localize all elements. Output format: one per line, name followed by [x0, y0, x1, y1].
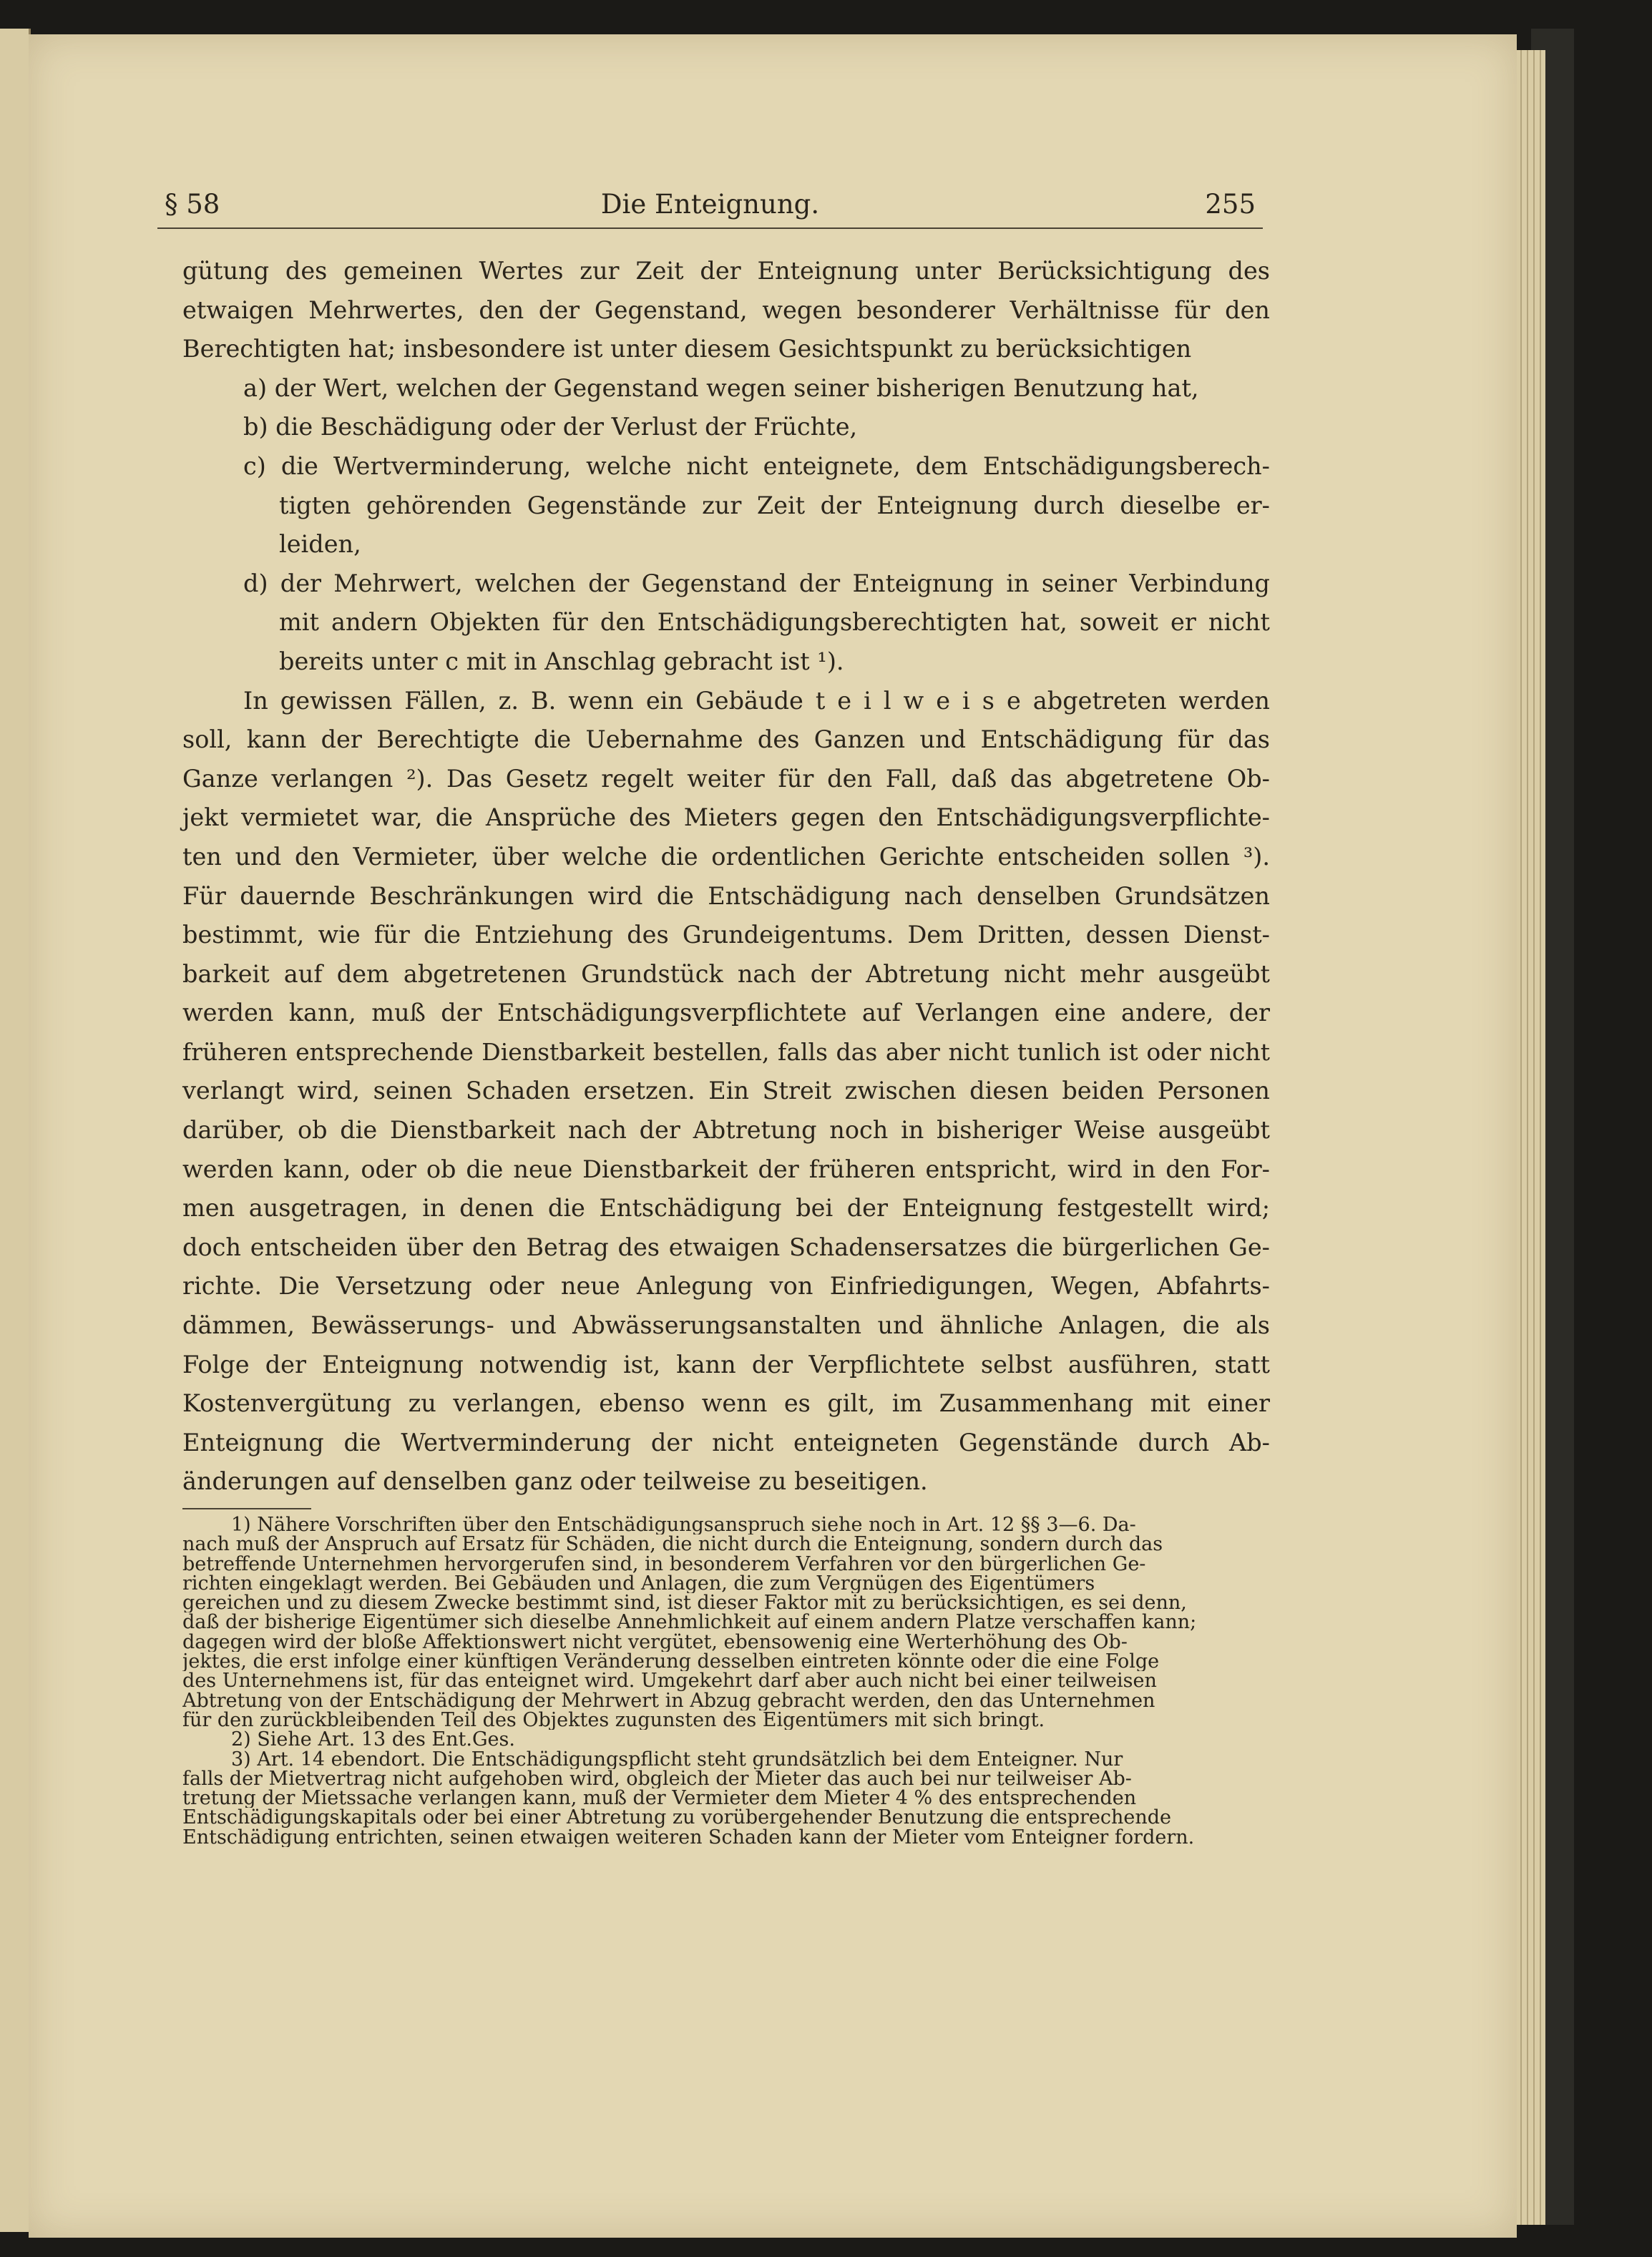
text-line: Kostenvergütung zu verlangen, ebenso wenn es gilt, im Zusammenhang mit einer [182, 1389, 1270, 1418]
text-line: bestimmt, wie für die Entziehung des Grundeigentums. Dem Dritten, dessen Dienst- [182, 921, 1270, 949]
footnote-line: Abtretung von der Entschädigung der Mehrwert in Abzug gebracht werden, den das Unternehmen [182, 1690, 1155, 1710]
footnote-line: für den zurückbleibenden Teil des Objektes zugunsten des Eigentümers mit sich bringt. [182, 1710, 1045, 1730]
list-item-d-cont: mit andern Objekten für den Entschädigungsberechtigten hat, soweit er nicht [279, 608, 1270, 637]
footnote-line: betreffende Unternehmen hervorgerufen sind, in besonderem Verfahren vor den bürgerlichen Ge- [182, 1554, 1146, 1574]
text-line: soll, kann der Berechtigte die Uebernahme des Ganzen und Entschädigung für das [182, 725, 1270, 754]
running-header [157, 185, 1263, 229]
main-text [182, 252, 1270, 1502]
text-line: men ausgetragen, in denen die Entschädigung bei der Enteignung festgestellt wird; [182, 1194, 1270, 1223]
text-line: werden kann, muß der Entschädigungsverpflichtete auf Verlangen eine andere, der [182, 999, 1270, 1027]
footnotes [182, 1515, 1270, 1847]
text-line: Enteignung die Wertverminderung der nicht enteigneten Gegenstände durch Ab- [182, 1428, 1270, 1456]
text-line: darüber, ob die Dienstbarkeit nach der Abtretung noch in bisheriger Weise ausgeübt [182, 1116, 1270, 1145]
text-line: jekt vermietet war, die Ansprüche des Mieters gegen den Entschädigungsverpflichte- [182, 803, 1270, 832]
footnote-line: richten eingeklagt werden. Bei Gebäuden und Anlagen, die zum Vergnügen des Eigentümers [182, 1573, 1095, 1594]
footnote-line: jektes, die erst infolge einer künftigen Veränderung desselben eintreten könnte oder die eine Folge [182, 1652, 1160, 1672]
text-line: änderungen auf denselben ganz oder teilweise zu beseitigen. [182, 1467, 928, 1496]
text-line: Folge der Enteignung notwendig ist, kann der Verpflichtete selbst ausführen, statt [182, 1350, 1270, 1379]
text-line: doch entscheiden über den Betrag des etwaigen Schadensersatzes die bürgerlichen Ge- [182, 1233, 1270, 1261]
text-line: richte. Die Versetzung oder neue Anlegung von Einfriedigungen, Wegen, Abfahrts- [182, 1272, 1270, 1301]
footnote-2: 2) Siehe Art. 13 des Ent.Ges. [231, 1730, 515, 1750]
list-item-b: b) die Beschädigung oder der Verlust der Früchte, [243, 413, 858, 441]
text-line: Berechtigten hat; insbesondere ist unter diesem Gesichtspunkt zu berücksichtigen [182, 335, 1192, 363]
text-line: werden kann, oder ob die neue Dienstbarkeit der früheren entspricht, wird in den For- [182, 1155, 1270, 1183]
list-item-c-cont: tigten gehörenden Gegenstände zur Zeit der Enteignung durch dieselbe er- [279, 491, 1270, 519]
text-line: früheren entsprechende Dienstbarkeit bestellen, falls das aber nicht tunlich ist oder nicht [182, 1037, 1270, 1066]
footnote-line: dagegen wird der bloße Affektionswert nicht vergütet, ebensowenig eine Werterhöhung des Ob- [182, 1632, 1128, 1653]
text-line: dämmen, Bewässerungs- und Abwässerungsanstalten und ähnliche Anlagen, die als [182, 1311, 1270, 1340]
text-line: barkeit auf dem abgetretenen Grundstück nach der Abtretung nicht mehr ausgeübt [182, 959, 1270, 988]
footnote-line: des Unternehmens ist, für das enteignet wird. Umgekehrt darf aber auch nicht bei einer teilweisen [182, 1671, 1157, 1691]
chapter-title: Die Enteignung. [600, 189, 820, 220]
list-item-c-cont: leiden, [279, 530, 361, 559]
facing-page-edge [0, 29, 31, 2232]
footnote-line: Entschädigung entrichten, seinen etwaigen weiteren Schaden kann der Mieter vom Enteigner fordern. [182, 1827, 1195, 1848]
text-line: Für dauernde Beschränkungen wird die Entschädigung nach denselben Grundsätzen [182, 881, 1270, 910]
paragraph-start: In gewissen Fällen, z. B. wenn ein Gebäude t e i l w e i s e abgetreten werden [243, 686, 1270, 715]
footnote-1: 1) Nähere Vorschriften über den Entschädigungsanspruch siehe noch in Art. 12 §§ 3—6. Da- [231, 1515, 1136, 1535]
list-item-c: c) die Wertverminderung, welche nicht enteignete, dem Entschädigungsberech- [243, 451, 1270, 480]
text-line: Ganze verlangen ²). Das Gesetz regelt weiter für den Fall, daß das abgetretene Ob- [182, 764, 1270, 793]
footnote-line: falls der Mietvertrag nicht aufgehoben wird, obgleich der Mieter das auch bei nur teilweiser Ab- [182, 1768, 1132, 1789]
list-item-a: a) der Wert, welchen der Gegenstand wegen seiner bisherigen Benutzung hat, [243, 373, 1199, 402]
footnote-line: tretung der Mietssache verlangen kann, muß der Vermieter dem Mieter 4 % des entsprechenden [182, 1788, 1137, 1808]
footnote-line: gereichen und zu diesem Zwecke bestimmt sind, ist dieser Faktor mit zu berücksichtigen, es sei denn, [182, 1593, 1187, 1613]
page-number: 255 [1205, 189, 1256, 220]
footnote-line: nach muß der Anspruch auf Ersatz für Schäden, die nicht durch die Enteignung, sondern durch das [182, 1534, 1163, 1555]
text-line: etwaigen Mehrwertes, den der Gegenstand, wegen besonderer Verhältnisse für den [182, 295, 1270, 324]
footnote-line: Entschädigungskapitals oder bei einer Abtretung zu vorübergehender Benutzung die entsprechende [182, 1808, 1172, 1828]
list-item-d: d) der Mehrwert, welchen der Gegenstand der Enteignung in seiner Verbindung [243, 569, 1270, 597]
section-number: § 58 [165, 189, 220, 220]
text-line: gütung des gemeinen Wertes zur Zeit der Enteignung unter Berücksichtigung des [182, 257, 1270, 285]
footnote-3: 3) Art. 14 ebendort. Die Entschädigungspflicht steht grundsätzlich bei dem Enteigner. Nur [231, 1749, 1123, 1769]
footnote-separator [182, 1508, 311, 1509]
text-line: ten und den Vermieter, über welche die ordentlichen Gerichte entscheiden sollen ³). [182, 842, 1270, 871]
list-item-d-cont: bereits unter c mit in Anschlag gebracht ist ¹). [279, 647, 844, 675]
footnote-line: daß der bisherige Eigentümer sich dieselbe Annehmlichkeit auf einem andern Platze verschaffen kann; [182, 1612, 1197, 1632]
text-line: verlangt wird, seinen Schaden ersetzen. Ein Streit zwischen diesen beiden Personen [182, 1077, 1270, 1105]
